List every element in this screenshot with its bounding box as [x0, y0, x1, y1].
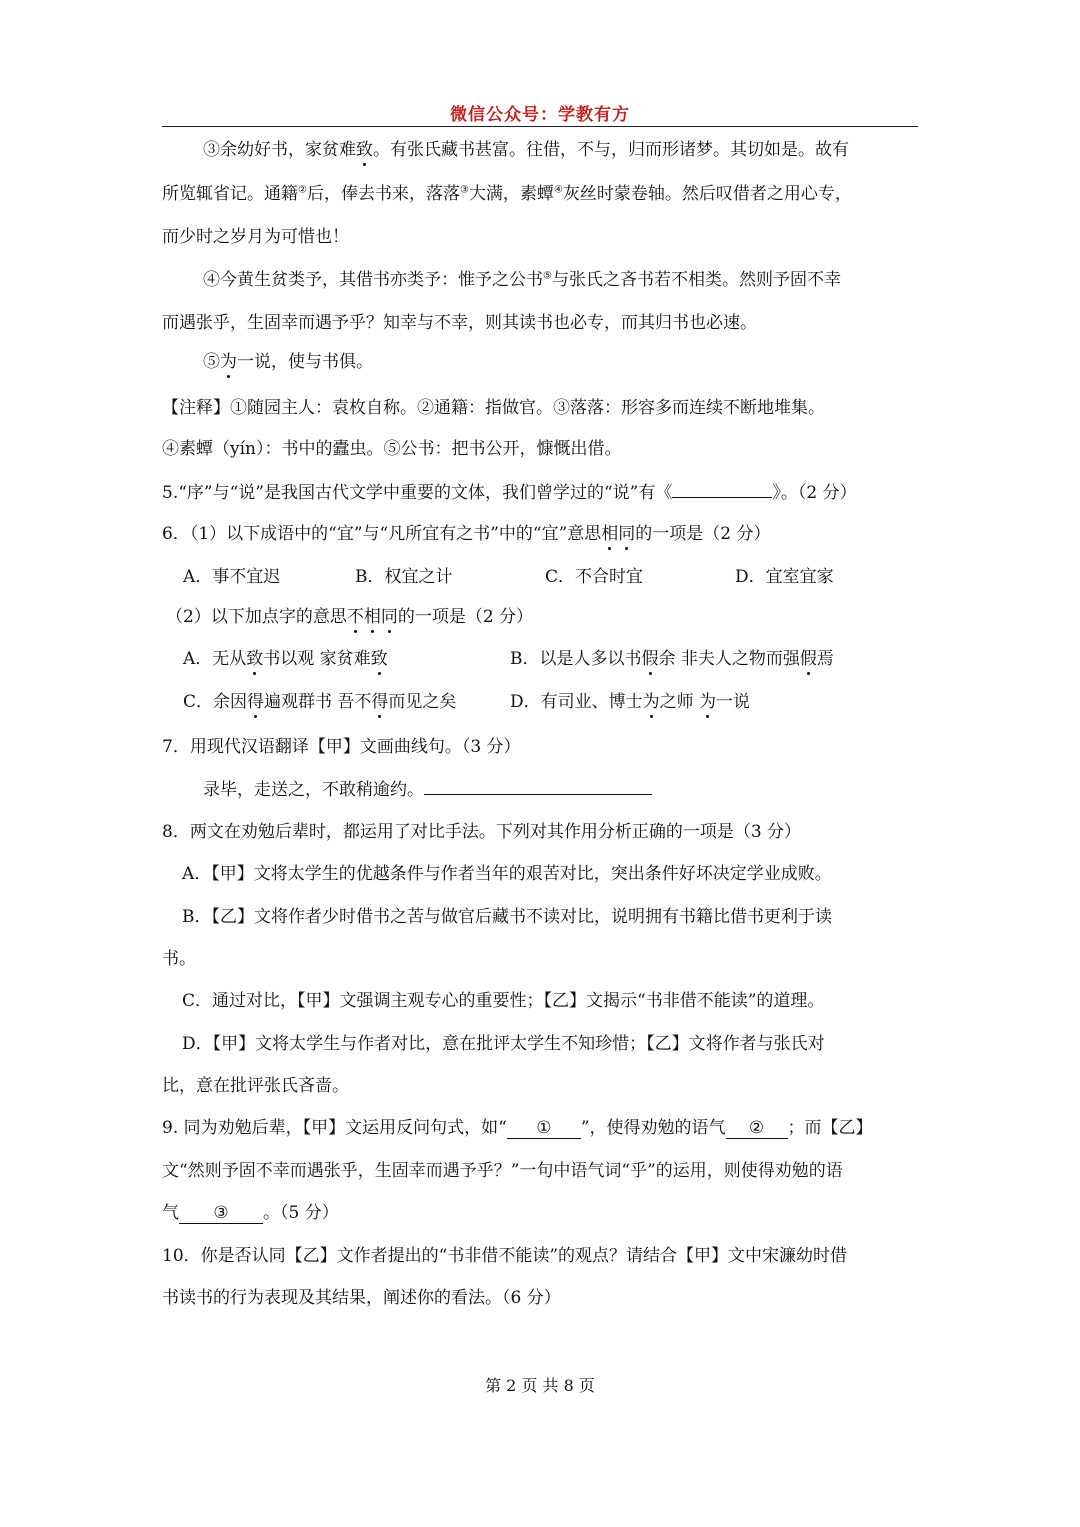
dotted-char: 同 — [380, 607, 398, 627]
q6-2-option-d[interactable]: D．有司业、博士为之师 为一说 — [510, 692, 751, 712]
q8-option-c[interactable]: C．通过对比，【甲】文强调主观专心的重要性；【乙】文揭示“书非借不能读”的道理。 — [182, 991, 825, 1011]
passage-paragraph-3-line-1: ③余幼好书，家贫难致。有张氏藏书甚富。往借，不与，归而形诸梦。其切如是。故有 — [203, 140, 849, 160]
q8-option-d[interactable]: D．【甲】文将太学生与作者对比，意在批评太学生不知珍惜；【乙】文将作者与张氏对 — [182, 1034, 825, 1054]
footnote-marker: ⑤ — [543, 270, 552, 282]
answer-blank-2[interactable]: ② — [726, 1118, 788, 1139]
question-7-stem: 7．用现代汉语翻译【甲】文画曲线句。（3 分） — [162, 737, 521, 757]
dotted-char: 相 — [363, 607, 381, 627]
dotted-char: 致 — [356, 140, 373, 160]
q6-2-option-a[interactable]: A．无从致书以观 家贫难致 — [183, 649, 388, 669]
q8-option-a[interactable]: A．【甲】文将太学生的优越条件与作者当年的艰苦对比，突出条件好坏决定学业成败。 — [182, 864, 832, 884]
answer-blank-1[interactable]: ① — [507, 1118, 581, 1139]
question-6-stem: 6．（1）以下成语中的“宜”与“凡所宜有之书”中的“宜”意思相同的一项是（2 分） — [162, 524, 771, 544]
dotted-char: 为 — [220, 352, 237, 372]
answer-blank-3[interactable]: ③ — [179, 1203, 263, 1224]
q8-option-d-cont: 比，意在批评张氏吝啬。 — [162, 1076, 349, 1096]
q6-2-option-c[interactable]: C．余因得遍观群书 吾不得而见之矣 — [183, 692, 457, 712]
answer-blank[interactable] — [672, 497, 772, 498]
question-9-line-3: 气 ③ 。（5 分） — [162, 1203, 339, 1223]
q6-2-option-b[interactable]: B．以是人多以书假余 非夫人之物而强假焉 — [510, 649, 834, 669]
question-8-stem: 8．两文在劝勉后辈时，都运用了对比手法。下列对其作用分析正确的一项是（3 分） — [162, 822, 802, 842]
passage-paragraph-3-line-2: 所览辄省记。通籍②后，俸去书来，落落③大满，素蟫④灰丝时蒙卷轴。然后叹借者之用心专， — [162, 184, 852, 204]
question-9-line-2: 文“然则予固不幸而遇张乎，生固幸而遇予乎？”一句中语气词“乎”的运用，则使得劝勉的语 — [162, 1161, 843, 1181]
page-number-footer: 第 2 页 共 8 页 — [485, 1376, 595, 1395]
question-10-line-1: 10．你是否认同【乙】文作者提出的“书非借不能读”的观点？请结合【甲】文中宋濂幼时借 — [162, 1246, 848, 1266]
footnote-marker: ② — [298, 184, 307, 196]
dotted-char: 相 — [601, 524, 619, 544]
question-5: 5.“序”与“说”是我国古代文学中重要的文体，我们曾学过的“说”有《 》。（2 分） — [162, 483, 857, 503]
footnote-marker: ④ — [553, 184, 563, 196]
passage-paragraph-4-line-1: ④今黄生贫类予，其借书亦类予：惟予之公书⑤与张氏之吝书若不相类。然则予固不幸 — [203, 270, 841, 290]
passage-paragraph-5: ⑤为一说，使与书俱。 — [203, 352, 373, 372]
q8-option-b[interactable]: B．【乙】文将作者少时借书之苦与做官后藏书不读对比，说明拥有书籍比借书更利于读 — [182, 907, 832, 927]
question-7-sentence: 录毕，走送之，不敢稍逾约。 — [203, 778, 963, 802]
q6-option-b[interactable]: B．权宜之计 — [355, 567, 453, 587]
q6-option-d[interactable]: D．宜室宜家 — [735, 567, 834, 587]
page-header-title: 微信公众号：学教有方 — [450, 105, 630, 125]
question-9-line-1: 9. 同为劝勉后辈，【甲】文运用反问句式，如“ ① ”，使得劝勉的语气 ② ；而【乙】 — [162, 1118, 873, 1138]
footnote-marker: ③ — [459, 184, 469, 196]
passage-paragraph-3-line-3: 而少时之岁月为可惜也！ — [162, 227, 349, 247]
translation-blank[interactable] — [424, 794, 652, 795]
notes-line-2: ④素蟫（yín）：书中的蠹虫。⑤公书：把书公开，慷慨出借。 — [162, 439, 622, 459]
question-6-sub-2: （2）以下加点字的意思不相同的一项是（2 分） — [166, 607, 534, 627]
header-divider — [162, 126, 918, 127]
q8-option-b-cont: 书。 — [162, 949, 196, 969]
notes-line-1: 【注释】①随园主人：袁枚自称。②通籍：指做官。③落落：形容多而连续不断地堆集。 — [162, 398, 825, 418]
question-10-line-2: 书读书的行为表现及其结果，阐述你的看法。（6 分） — [162, 1288, 561, 1308]
passage-paragraph-4-line-2: 而遇张乎，生固幸而遇予乎？知幸与不幸，则其读书也必专，而其归书也必速。 — [162, 313, 757, 333]
dotted-char: 不 — [346, 607, 364, 627]
q6-option-a[interactable]: A．事不宜迟 — [183, 567, 281, 587]
q6-option-c[interactable]: C．不合时宜 — [545, 567, 644, 587]
dotted-char: 同 — [618, 524, 636, 544]
